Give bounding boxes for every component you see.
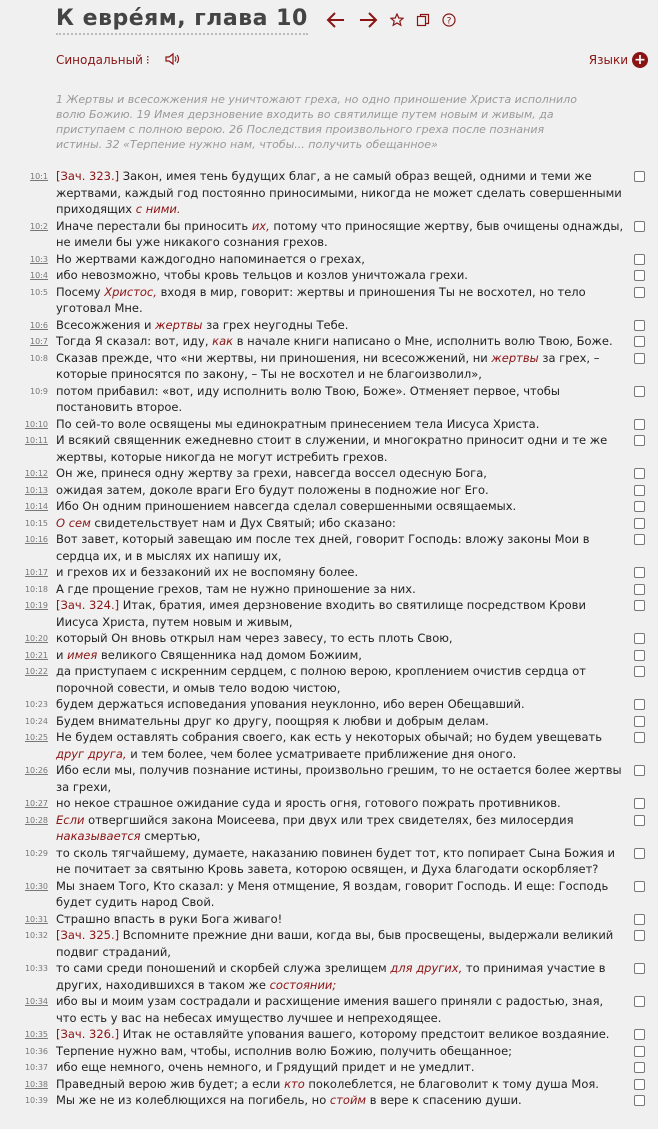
- verse-text-part: и: [56, 647, 68, 662]
- verse-checkbox[interactable]: [634, 1079, 645, 1090]
- verse-emphasis: с ними.: [135, 202, 181, 216]
- toolbar: [56, 50, 648, 70]
- verse-number: 10:8: [30, 353, 48, 363]
- verse-emphasis: стойм: [329, 1093, 367, 1107]
- verse-text-part: который Он вновь открыл нам через завесу, то есть плоть Свою,: [56, 631, 453, 645]
- verse-emphasis: Если: [56, 812, 85, 827]
- verse-number[interactable]: 10:11: [24, 436, 48, 445]
- verse-row[interactable]: [0, 465, 658, 482]
- verse-row[interactable]: [0, 597, 658, 630]
- verse-checkbox[interactable]: [634, 386, 645, 397]
- verse-row[interactable]: [0, 1043, 658, 1060]
- verse-number: 10:18: [24, 584, 48, 594]
- verse-row[interactable]: [0, 498, 658, 515]
- verse-checkbox[interactable]: [634, 963, 645, 974]
- verse-checkbox[interactable]: [634, 765, 645, 776]
- verse-checkbox[interactable]: [634, 1095, 645, 1106]
- verse-number[interactable]: 10:28: [24, 815, 48, 825]
- verse-number[interactable]: 10:17: [24, 568, 48, 577]
- verse-text: [56, 532, 590, 563]
- verse-text: [56, 334, 613, 348]
- verse-text: [56, 384, 560, 415]
- verse-text: [56, 714, 489, 728]
- verse-checkbox[interactable]: [634, 171, 645, 182]
- verse-number[interactable]: 10:1: [30, 172, 48, 181]
- verse-text-part: смертью,: [140, 829, 201, 843]
- verse-text-part: Тогда Я сказал: вот, иду,: [56, 334, 213, 348]
- verse-checkbox[interactable]: [634, 666, 645, 677]
- speaker-icon[interactable]: [164, 52, 180, 69]
- verse-number[interactable]: 10:13: [24, 485, 48, 495]
- verse-text: [56, 961, 606, 992]
- verse-text-part: Итак не оставляйте упования вашего, которому предстоит великое воздаяние.: [119, 1027, 610, 1041]
- verse-checkbox[interactable]: [634, 600, 645, 611]
- verse-checkbox[interactable]: [634, 1046, 645, 1057]
- verse-text: [56, 499, 516, 513]
- verse-emphasis: друг друга,: [56, 746, 127, 761]
- verse-row[interactable]: [0, 432, 658, 465]
- verse-checkbox[interactable]: [634, 815, 645, 826]
- verse-text-part: Ибо Он одним приношением навсегда сделал совершенными освящаемых.: [56, 499, 517, 513]
- verse-checkbox[interactable]: [634, 336, 645, 347]
- verse-row[interactable]: [0, 1092, 658, 1109]
- help-icon[interactable]: [442, 13, 456, 27]
- verse-emphasis: наказывается: [56, 829, 141, 843]
- verse-checkbox[interactable]: [634, 270, 645, 281]
- verse-row[interactable]: [0, 317, 658, 334]
- verse-row[interactable]: [0, 267, 658, 284]
- verse-text: [56, 1060, 474, 1074]
- verse-emphasis: имея: [67, 647, 98, 662]
- verse-row[interactable]: [0, 515, 658, 532]
- verse-number: 10:9: [30, 386, 48, 396]
- verse-text-part: ибо невозможно, чтобы кровь тельцов и козлов уничтожала грехи.: [56, 268, 468, 282]
- verse-text: [56, 417, 539, 431]
- verse-number[interactable]: 10:31: [24, 914, 48, 924]
- verse-checkbox[interactable]: [634, 419, 645, 430]
- verse-number[interactable]: 10:35: [24, 1030, 48, 1039]
- verse-checkbox[interactable]: [634, 798, 645, 809]
- verse-text: [56, 351, 599, 382]
- verse-text-part: Сказав прежде, что «ни жертвы, ни приношения, ни всесожжений, ни: [56, 350, 492, 365]
- verse-emphasis: [Зач. 326.]: [56, 1027, 120, 1041]
- verse-number[interactable]: 10:21: [24, 650, 48, 660]
- verse-row[interactable]: [0, 251, 658, 268]
- verse-checkbox[interactable]: [634, 584, 645, 595]
- verse-number: 10:23: [24, 700, 48, 709]
- verse-text-part: Иначе перестали бы приносить: [56, 218, 252, 233]
- verse-text: [56, 928, 613, 959]
- verse-list: [0, 168, 658, 1109]
- verse-text-part: и тем более, чем более усматриваете приближение дня оного.: [126, 746, 517, 761]
- verse-number[interactable]: 10:26: [24, 766, 48, 775]
- version-menu-icon: ⁝: [145, 53, 150, 67]
- verse-checkbox[interactable]: [634, 633, 645, 644]
- verse-emphasis: [Зач. 325.]: [56, 928, 120, 942]
- verse-row[interactable]: [0, 845, 658, 878]
- verse-row[interactable]: [0, 878, 658, 911]
- verse-emphasis: кто: [284, 1076, 305, 1091]
- languages-label: Языки: [588, 53, 628, 67]
- verse-text-part: Не будем оставлять собрания своего, как есть у некоторых обычай; но будем увещевать: [56, 730, 603, 744]
- verse-text-part: Вот завет, который завещаю им после тех дней, говорит Господь: вложу законы Мои в сердца их, и в мыслях их напишу их,: [56, 532, 590, 563]
- verse-checkbox[interactable]: [634, 287, 645, 298]
- verse-row[interactable]: [0, 1076, 658, 1093]
- verse-text: [56, 813, 574, 844]
- verse-row[interactable]: [0, 383, 658, 416]
- verse-checkbox[interactable]: [634, 435, 645, 446]
- verse-checkbox[interactable]: [634, 1029, 645, 1040]
- version-selector[interactable]: [56, 53, 150, 67]
- verse-checkbox[interactable]: [634, 567, 645, 578]
- verse-emphasis: как: [212, 334, 234, 348]
- verse-number[interactable]: 10:34: [24, 997, 48, 1006]
- chapter-summary: 1 Жертвы и всесожжения не уничтожают греха, но одно приношение Христа исполнило волю Божию. 19 Имея дерзновение входить во святилище путем новым и живым, да приступаем с полною верою. 26 Последствия произвольного греха после познания истины. 32 «Терпение нужно нам, чтобы... получить обещанное»: [56, 93, 577, 151]
- verse-text-part: Но жертвами каждогодно напоминается о грехах,: [56, 251, 365, 266]
- verse-text-part: Вспомните прежние дни ваши, когда вы, быв просвещены, выдержали великий подвиг страданий,: [56, 928, 614, 959]
- verse-row[interactable]: [0, 911, 658, 928]
- verse-text-part: Праведный верою жив будет; а если: [56, 1076, 285, 1091]
- verse-checkbox[interactable]: [634, 848, 645, 859]
- verse-number[interactable]: 10:27: [24, 799, 48, 808]
- verse-number[interactable]: 10:12: [24, 469, 48, 478]
- verse-text: [56, 483, 489, 497]
- languages-button[interactable]: [589, 52, 648, 68]
- verse-checkbox[interactable]: [634, 650, 645, 661]
- verse-row[interactable]: [0, 762, 658, 795]
- verse-text: [56, 796, 561, 810]
- arrow-right-icon[interactable]: [358, 11, 378, 29]
- verse-checkbox[interactable]: [634, 716, 645, 727]
- verse-text: [56, 1077, 599, 1091]
- verse-checkbox[interactable]: [634, 501, 645, 512]
- verse-row[interactable]: [0, 696, 658, 713]
- verse-text-part: Мы знаем Того, Кто сказал: у Меня отмщение, Я воздам, говорит Господь. И еще: Господь будет судить народ Свой.: [56, 878, 609, 909]
- verse-number: 10:5: [30, 287, 48, 297]
- verse-text-part: свидетельствует нам и Дух Святый; ибо сказано:: [90, 515, 396, 530]
- verse-text-part: но некое страшное ожидание суда и ярость огня, готового пожрать противников.: [56, 796, 561, 810]
- verse-row[interactable]: [0, 482, 658, 499]
- verse-row[interactable]: [0, 993, 658, 1026]
- verse-text: [56, 994, 603, 1025]
- verse-number[interactable]: 10:2: [30, 221, 48, 231]
- verse-row[interactable]: [0, 630, 658, 647]
- verse-text-part: Итак, братия, имея дерзновение входить во святилище посредством Крови Иисуса Христа, путем новым и живым,: [56, 598, 586, 629]
- verse-checkbox[interactable]: [634, 254, 645, 265]
- verse-text-part: отвергшийся закона Моисеева, при двух или трех свидетелях, без милосердия: [84, 812, 574, 827]
- verse-checkbox[interactable]: [634, 914, 645, 925]
- verse-text-part: потом прибавил: «вот, иду исполнить волю Твою, Боже». Отменяет первое, чтобы постановить второе.: [56, 383, 560, 414]
- verse-row[interactable]: [0, 284, 658, 317]
- verse-emphasis: О сем: [56, 515, 91, 530]
- verse-text-part: Будем внимательны друг ко другу, поощряя к любви и добрым делам.: [56, 713, 489, 728]
- verse-text-part: Терпение нужно вам, чтобы, исполнив волю Божию, получить обещанное;: [56, 1043, 513, 1058]
- verse-text-part: в начале книги написано о Мне, исполнить волю Твою, Боже.: [233, 334, 613, 348]
- verse-row[interactable]: [0, 812, 658, 845]
- verse-text-part: И всякий священник ежедневно стоит в служении, и многократно приносит одни и те же жертвы, которые никогда не могут истребить грехов.: [56, 433, 608, 464]
- verse-text-part: Ибо если мы, получив познание истины, произвольно грешим, то не остается более жертвы за грехи,: [56, 763, 622, 794]
- verse-emphasis: для других,: [390, 961, 463, 975]
- verse-text: [56, 697, 525, 711]
- verse-row[interactable]: [0, 350, 658, 383]
- verse-number[interactable]: 10:6: [30, 320, 48, 330]
- verse-row[interactable]: [0, 168, 658, 218]
- verse-text: [56, 730, 602, 761]
- verse-checkbox[interactable]: [634, 732, 645, 743]
- verse-emphasis: [Зач. 324.]: [56, 598, 120, 612]
- verse-checkbox[interactable]: [634, 353, 645, 364]
- verse-text: [56, 252, 365, 266]
- verse-emphasis: жертвы: [155, 317, 203, 332]
- page-title[interactable]: К евре́ям, глава 10: [56, 5, 308, 35]
- chapter-header: [56, 4, 456, 36]
- verse-text: [56, 763, 622, 794]
- verse-text-part: то сами среди поношений и скорбей служа зрелищем: [56, 961, 391, 975]
- verse-checkbox[interactable]: [634, 221, 645, 232]
- verse-text: [56, 912, 282, 926]
- verse-text-part: то сколь тягчайшему, думаете, наказанию повинен будет тот, кто попирает Сына Божия и не почитает за святыню Кровь завета, которою освящен, и Духа благодати оскорбляет?: [56, 845, 615, 876]
- verse-number: 10:32: [24, 931, 48, 940]
- verse-text-part: Он же, принеся одну жертву за грехи, навсегда воссел одесную Бога,: [56, 466, 487, 480]
- verse-text-part: ожидая затем, доколе враги Его будут положены в подножие ног Его.: [56, 482, 489, 497]
- verse-number: 10:15: [24, 518, 48, 528]
- verse-row[interactable]: [0, 218, 658, 251]
- verse-number[interactable]: 10:14: [24, 502, 48, 511]
- verse-number: 10:36: [24, 1046, 48, 1056]
- verse-row[interactable]: [0, 416, 658, 433]
- svg-text:?: ?: [446, 16, 452, 27]
- verse-number: 10:24: [24, 716, 48, 726]
- verse-text-part: Посему: [56, 284, 105, 299]
- verse-number: 10:33: [24, 964, 48, 973]
- verse-text-part: в вере к спасению души.: [366, 1093, 522, 1107]
- verse-row[interactable]: [0, 647, 658, 664]
- verse-checkbox[interactable]: [634, 1062, 645, 1073]
- verse-checkbox[interactable]: [634, 534, 645, 545]
- verse-number[interactable]: 10:19: [24, 601, 48, 610]
- verse-text-part: Мы же не из колеблющихся на погибель, но: [56, 1093, 330, 1107]
- verse-checkbox[interactable]: [634, 996, 645, 1007]
- verse-text-part: за грех, – которые приносятся по закону, – Ты не восхотел и не благоизволил»,: [56, 350, 600, 381]
- verse-checkbox[interactable]: [634, 468, 645, 479]
- verse-row[interactable]: [0, 795, 658, 812]
- verse-row[interactable]: [0, 713, 658, 730]
- verse-emphasis: жертвы: [491, 350, 539, 365]
- verse-text-part: Всесожжения и: [56, 317, 156, 332]
- verse-text-part: и грехов их и беззаконий их не воспомяну более.: [56, 565, 359, 579]
- verse-row[interactable]: [0, 531, 658, 564]
- verse-number[interactable]: 10:3: [30, 254, 48, 264]
- verse-text: [56, 219, 623, 250]
- verse-number: 10:37: [24, 1063, 48, 1072]
- verse-text: [56, 598, 586, 629]
- verse-number[interactable]: 10:10: [24, 419, 48, 429]
- verse-text: [56, 433, 607, 464]
- verse-row[interactable]: [0, 333, 658, 350]
- verse-emphasis: Христос,: [104, 284, 157, 299]
- verse-row[interactable]: [0, 564, 658, 581]
- verse-text: [56, 664, 586, 695]
- verse-row[interactable]: [0, 663, 658, 696]
- verse-emphasis: их,: [251, 218, 270, 233]
- verse-emphasis: состоянии;: [269, 977, 337, 992]
- verse-text: [56, 516, 396, 530]
- add-icon: +: [632, 52, 648, 68]
- verse-text: [56, 466, 487, 480]
- verse-text-part: будем держаться исповедания упования неуклонно, ибо верен Обещавший.: [56, 697, 525, 711]
- verse-number[interactable]: 10:16: [24, 535, 48, 544]
- verse-text-part: А где прощение грехов, там не нужно приношение за них.: [56, 581, 416, 596]
- verse-text: [56, 648, 362, 662]
- verse-text-part: входя в мир, говорит: жертвы и приношения Ты не восхотел, но тело уготовал Мне.: [56, 284, 586, 315]
- arrow-left-icon[interactable]: [326, 11, 346, 29]
- verse-row[interactable]: [0, 729, 658, 762]
- verse-text-part: да приступаем с искренним сердцем, с полною верою, кроплением очистив сердца от порочной совести, и омыв тело водою чистою,: [56, 664, 586, 695]
- verse-row[interactable]: [0, 960, 658, 993]
- verse-number: 10:39: [24, 1096, 48, 1105]
- verse-text-part: По сей-то воле освящены мы единократным принесением тела Иисуса Христа.: [56, 416, 540, 431]
- verse-checkbox[interactable]: [634, 930, 645, 941]
- verse-checkbox[interactable]: [634, 699, 645, 710]
- verse-text-part: за грех неугодны Тебе.: [202, 317, 349, 332]
- verse-checkbox[interactable]: [634, 881, 645, 892]
- verse-text: [56, 565, 358, 579]
- verse-row[interactable]: [0, 927, 658, 960]
- verse-text-part: Закон, имея тень будущих благ, а не самый образ вещей, одними и теми же жертвами, каждый год постоянно приносимыми, никогда не может сделать совершенными приходящих: [56, 169, 622, 216]
- verse-checkbox[interactable]: [634, 518, 645, 529]
- verse-text: [56, 169, 622, 216]
- verse-text: [56, 582, 416, 596]
- verse-text-part: поколеблется, не благоволит к тому душа Моя.: [304, 1076, 599, 1091]
- verse-text: [56, 1093, 522, 1107]
- verse-number[interactable]: 10:25: [24, 733, 48, 742]
- verse-row[interactable]: [0, 1026, 658, 1043]
- verse-text-part: ибо еще немного, очень немного, и Грядущий придет и не умедлит.: [56, 1060, 475, 1074]
- verse-text: [56, 1027, 609, 1041]
- verse-text: [56, 846, 615, 877]
- verse-number[interactable]: 10:22: [24, 667, 48, 676]
- verse-row[interactable]: [0, 1059, 658, 1076]
- verse-text-part: то принимая участие в других, находившихся в таком же: [56, 961, 606, 992]
- verse-number[interactable]: 10:7: [30, 337, 48, 346]
- verse-text: [56, 285, 586, 316]
- verse-checkbox[interactable]: [634, 320, 645, 331]
- verse-emphasis: [Зач. 323.]: [56, 169, 120, 183]
- verse-number[interactable]: 10:38: [24, 1079, 48, 1089]
- verse-row[interactable]: [0, 581, 658, 598]
- verse-number[interactable]: 10:20: [24, 634, 48, 643]
- copy-icon[interactable]: [416, 13, 430, 27]
- verse-checkbox[interactable]: [634, 485, 645, 496]
- verse-number[interactable]: 10:30: [24, 881, 48, 891]
- verse-text-part: великого Священника над домом Божиим,: [97, 647, 362, 662]
- verse-text: [56, 1044, 512, 1058]
- verse-text-part: Страшно впасть в руки Бога живаго!: [56, 911, 283, 926]
- star-icon[interactable]: [390, 13, 404, 27]
- verse-text-part: потому что приносящие жертву, быв очищены однажды, не имели бы уже никакого сознания грехов.: [56, 218, 624, 249]
- verse-number: 10:29: [24, 848, 48, 858]
- verse-text-part: ибо вы и моим узам сострадали и расхищение имения вашего приняли с радостью, зная, что есть у вас на небесах имущество лучшее и непреходящее.: [56, 994, 604, 1025]
- version-label: Синодальный: [56, 53, 143, 67]
- verse-text: [56, 268, 468, 282]
- verse-number[interactable]: 10:4: [30, 271, 48, 280]
- verse-text: [56, 879, 608, 910]
- verse-text: [56, 631, 453, 645]
- verse-text: [56, 318, 348, 332]
